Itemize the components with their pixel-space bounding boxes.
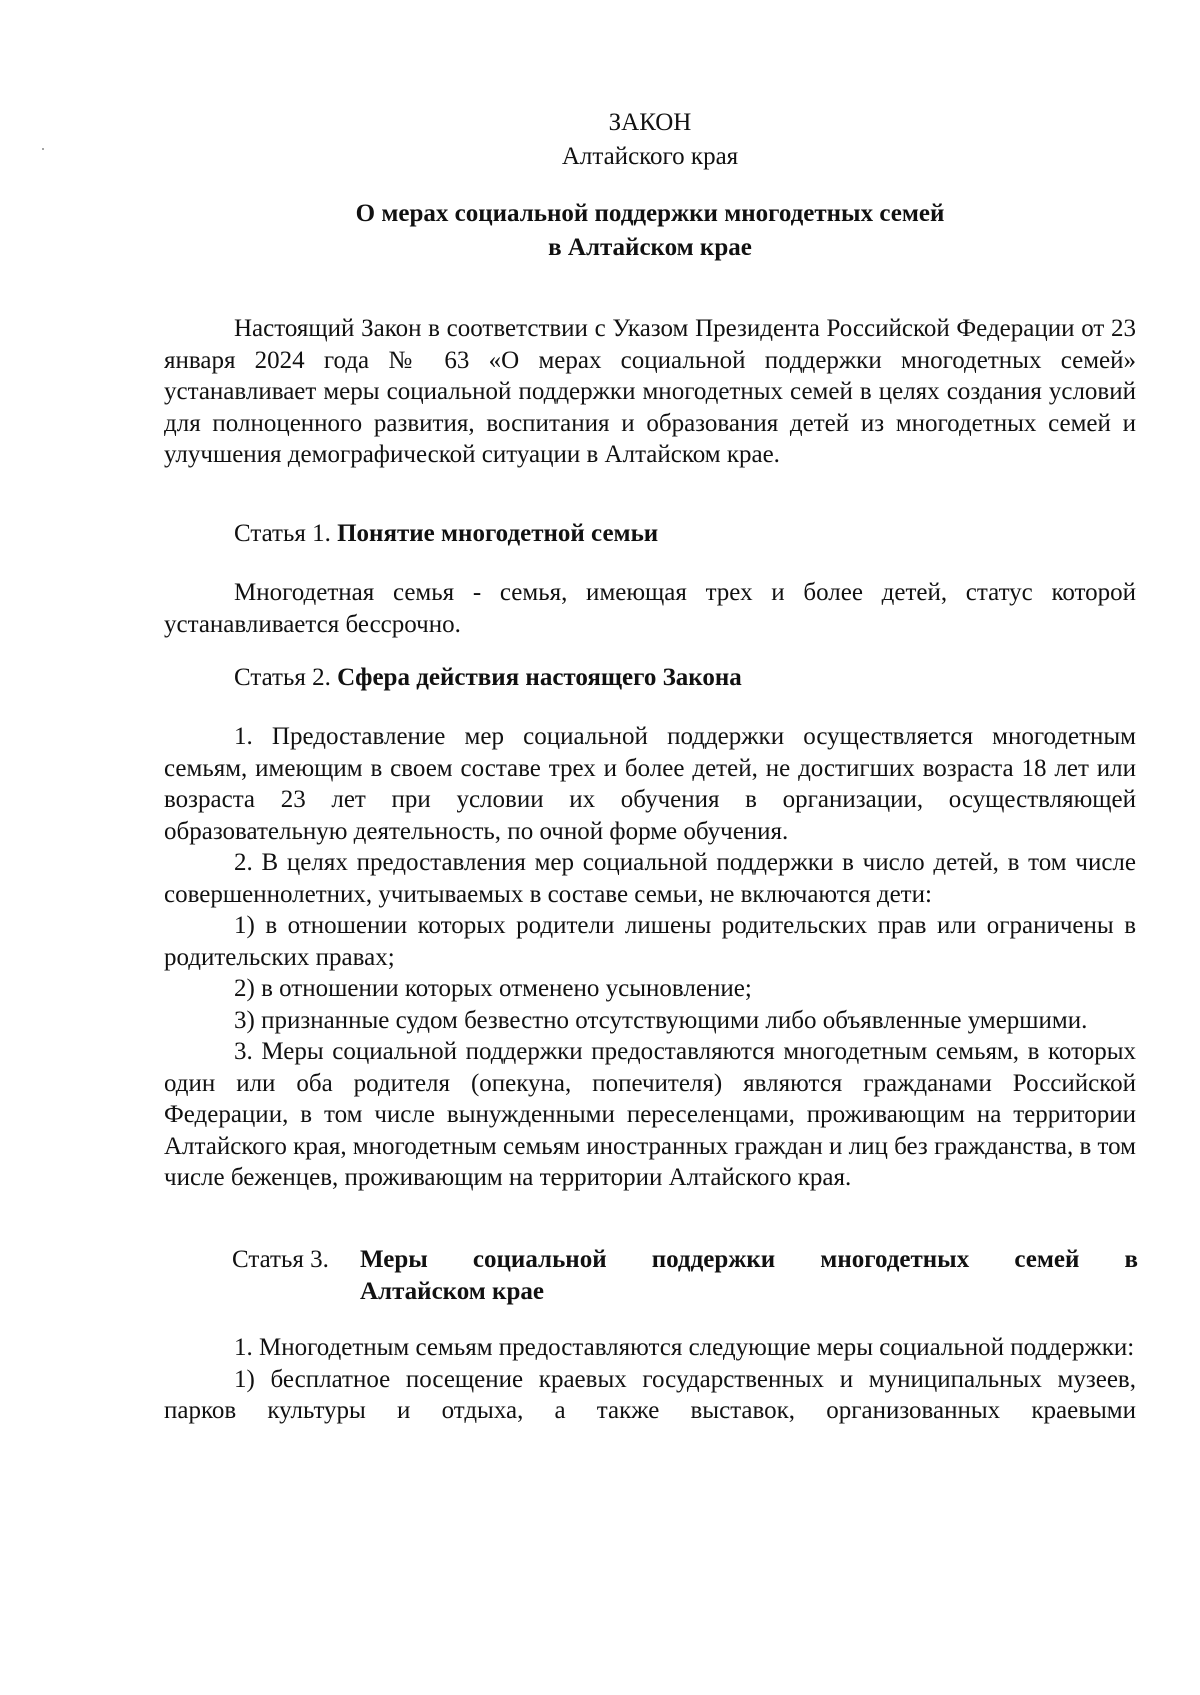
article1-title: Понятие многодетной семьи bbox=[337, 520, 659, 547]
article2-p2-item2: 2) в отношении которых отменено усыновление; bbox=[234, 975, 752, 1002]
article3-label: Статья 3. bbox=[232, 1246, 329, 1273]
article2-title: Сфера действия настоящего Закона bbox=[337, 664, 742, 691]
article2-label: Статья 2. bbox=[234, 664, 331, 691]
article3-p1: 1. Многодетным семьям предоставляются следующие меры социальной поддержки: bbox=[234, 1334, 1135, 1361]
article3-title-line1: Меры социальной поддержки многодетных семей в bbox=[360, 1246, 1138, 1273]
scan-speck bbox=[42, 148, 44, 150]
preamble-block bbox=[164, 313, 1136, 471]
law-title-line1: О мерах социальной поддержки многодетных семей bbox=[355, 200, 945, 227]
article2-p2-item1: 1) в отношении которых родители лишены родительских прав или ограничены в родительских правах; bbox=[164, 912, 1136, 971]
article1-label: Статья 1. bbox=[234, 520, 331, 547]
preamble-text: Настоящий Закон в соответствии с Указом Президента Российской Федерации от 23 января 2024 года № 63 «О мерах социальной поддержки многодетных семей» устанавливает меры социальной поддержки многодетных семей в целях создания условий для полноценного развития, воспитания и образования детей из многодетных семей и улучшения демографической ситуации в Алтайском крае. bbox=[164, 315, 1136, 468]
article3-body bbox=[164, 1332, 1136, 1427]
article1-body bbox=[164, 577, 1136, 640]
article2-heading bbox=[164, 662, 1136, 694]
law-heading: ЗАКОН bbox=[608, 109, 692, 136]
article2-body bbox=[164, 721, 1136, 1194]
article3-p1-item1: 1) бесплатное посещение краевых государственных и муниципальных музеев, парков культуры и отдыха, а также выставок, организованных краевыми bbox=[164, 1365, 1136, 1424]
law-title-line2: в Алтайском крае bbox=[548, 234, 752, 261]
region-heading: Алтайского края bbox=[561, 143, 739, 170]
article2-p2: 2. В целях предоставления мер социальной поддержки в число детей, в том числе совершеннолетних, учитываемых в составе семьи, не включаются дети: bbox=[164, 849, 1136, 908]
article3-title-line2: Алтайском крае bbox=[360, 1277, 544, 1305]
article2-p3: 3. Меры социальной поддержки предоставляются многодетным семьям, в которых один или оба родителя (опекуна, попечителя) являются гражданами Российской Федерации, в том числе вынужденными переселенцами, проживающим на территории Алтайского края, многодетным семьям иностранных граждан и лиц без гражданства, в том числе беженцев, проживающим на территории Алтайского края. bbox=[164, 1038, 1136, 1191]
article1-text: Многодетная семья - семья, имеющая трех и более детей, статус которой устанавливается бессрочно. bbox=[164, 579, 1136, 638]
article1-heading bbox=[164, 518, 1136, 550]
article2-p2-item3: 3) признанные судом безвестно отсутствующими либо объявленные умершими. bbox=[234, 1006, 1088, 1034]
article2-p1: 1. Предоставление мер социальной поддержки осуществляется многодетным семьям, имеющим в своем составе трех и более детей, не достигших возраста 18 лет или возраста 23 лет при условии их обучения в организации, осуществляющей образовательную деятельность, по очной форме обучения. bbox=[164, 723, 1136, 845]
article3-title bbox=[360, 1244, 1138, 1307]
